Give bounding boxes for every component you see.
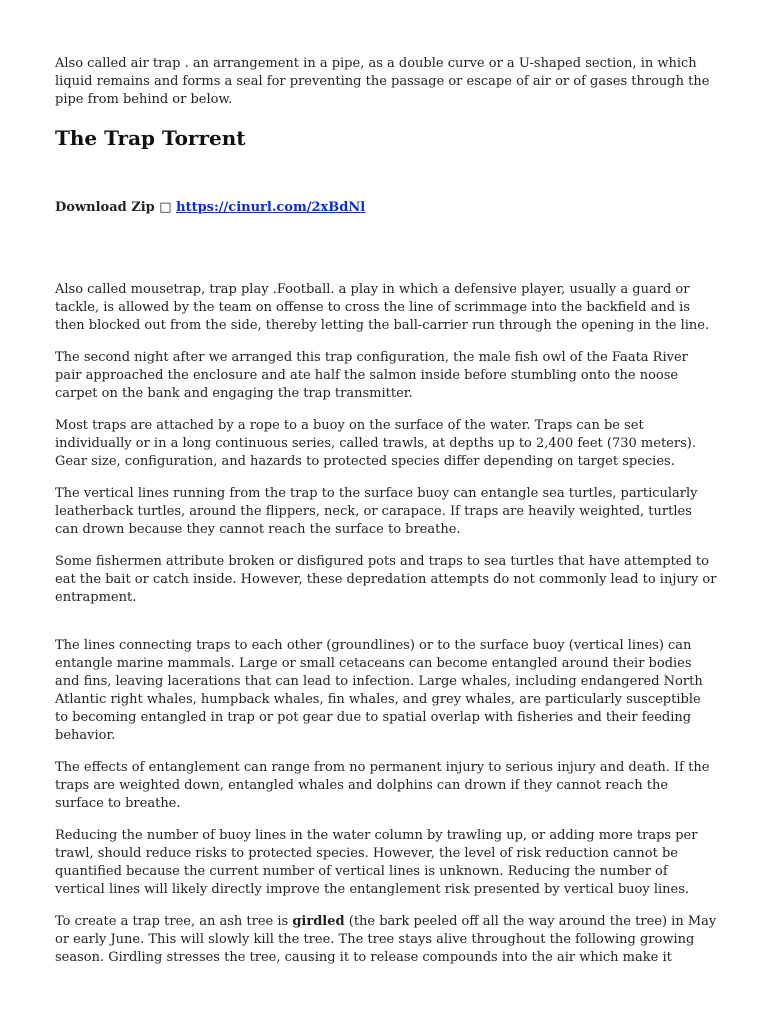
paragraph-2: The second night after we arranged this trap configuration, the male fish owl of the Faata River pair approached the enclosure and ate half the salmon inside before stumbling onto the noose carpet on the bank and engaging the trap transmitter.	[55, 350, 688, 401]
paragraph-6: The lines connecting traps to each other (groundlines) or to the surface buoy (vertical lines) can entangle marine mammals. Large or small cetaceans can become entangled around their bodies and fins, leaving lacerations that can lead to infection. Large whales, including endangered North Atlantic right whales, humpback whales, fin whales, and grey whales, are particularly susceptible to becoming entangled in trap or pot gear due to spatial overlap with fisheries and their feeding behavior.	[55, 638, 703, 743]
document-page	[55, 55, 717, 981]
paragraph-7: The effects of entanglement can range from no permanent injury to serious injury and death. If the traps are weighted down, entangled whales and dolphins can drown if they cannot reach the surface to breathe.	[55, 760, 710, 811]
paragraph-9	[55, 913, 717, 967]
download-link[interactable]: https://cinurl.com/2xBdNl	[176, 200, 366, 215]
paragraph-4: The vertical lines running from the trap to the surface buoy can entangle sea turtles, particularly leatherback turtles, around the flippers, neck, or carapace. If traps are heavily weighted, turtles can drown because they cannot reach the surface to breathe.	[55, 486, 698, 537]
download-glyph: □	[159, 200, 172, 215]
download-label: Download Zip	[55, 200, 155, 215]
paragraph-9-start: To create a trap tree, an ash tree is	[55, 914, 293, 929]
girdled-term: girdled	[292, 914, 345, 929]
paragraph-9-end: (the bark peeled off all the way around the tree) in May or early June. This will slowly kill the tree. The tree stays alive throughout the following growing season. Girdling stresses the tree, causing it to release compounds into the air which make it	[55, 914, 717, 965]
paragraph-1: Also called mousetrap, trap play .Football. a play in which a defensive player, usually a guard or tackle, is allowed by the team on offense to cross the line of scrimmage into the backfield and is then blocked out from the side, thereby letting the ball-carrier run through the opening in the line.	[55, 282, 710, 333]
page-title: The Trap Torrent	[55, 126, 246, 150]
paragraph-8: Reducing the number of buoy lines in the water column by trawling up, or adding more traps per trawl, should reduce risks to protected species. However, the level of risk reduction cannot be quantified because the current number of vertical lines is unknown. Reducing the number of vertical lines will likely directly improve the entanglement risk presented by vertical buoy lines.	[55, 828, 698, 897]
download-line	[55, 199, 717, 217]
spacer	[55, 621, 717, 637]
spacer	[55, 217, 717, 281]
paragraph-5: Some fishermen attribute broken or disfigured pots and traps to sea turtles that have attempted to eat the bait or catch inside. However, these depredation attempts do not commonly lead to injury or entrapment.	[55, 554, 717, 605]
paragraph-3: Most traps are attached by a rope to a buoy on the surface of the water. Traps can be set individually or in a long continuous series, called trawls, at depths up to 2,400 feet (730 meters). Gear size, configuration, and hazards to protected species differ depending on target species.	[55, 418, 696, 469]
intro-paragraph: Also called air trap . an arrangement in a pipe, as a double curve or a U-shaped section, in which liquid remains and forms a seal for preventing the passage or escape of air or of gases through the pipe from behind or below.	[55, 56, 710, 107]
